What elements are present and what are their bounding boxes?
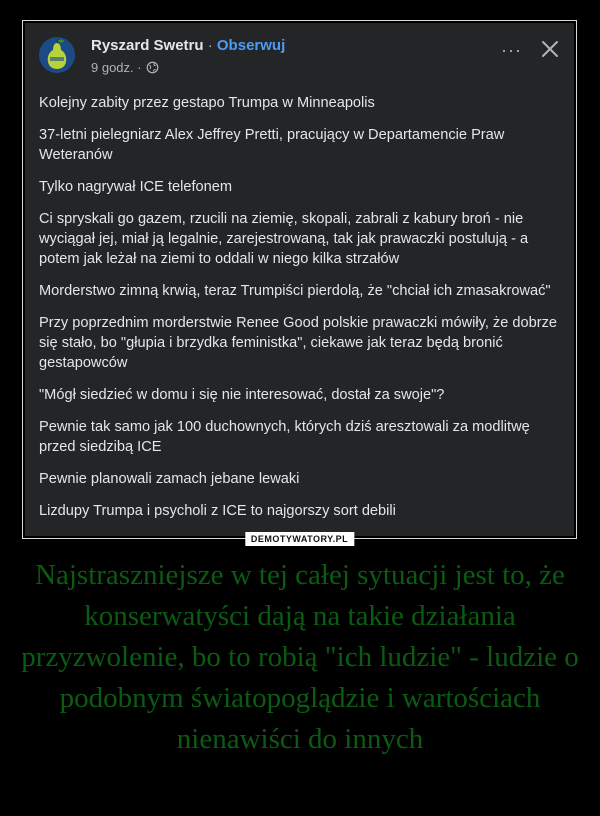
post-paragraph: Kolejny zabity przez gestapo Trumpa w Minneapolis — [39, 95, 375, 111]
post-meta — [91, 60, 159, 75]
author-avatar[interactable] — [39, 37, 75, 73]
author-name[interactable]: Ryszard Swetru — [91, 37, 204, 54]
globe-icon — [146, 61, 159, 74]
demotivator-caption: Najstraszniejsze w tej całej sytuacji jest to, że konserwatyści dają na takie działania przyzwolenie, bo to robią "ich ludzie" - ludzie o podobnym światopoglądzie i wartościach nienawiści do innych — [21, 559, 579, 755]
post-time[interactable]: 9 godz. · — [91, 60, 142, 75]
follow-button[interactable]: Obserwuj — [216, 37, 286, 54]
post-paragraph: 37-letni pielegniarz Alex Jeffrey Pretti, pracujący w Departamencie Praw Weteranów — [39, 127, 505, 163]
more-options-button[interactable]: ··· — [501, 40, 522, 60]
post-paragraph: Tylko nagrywał ICE telefonem — [39, 179, 233, 195]
facebook-post — [25, 23, 574, 536]
post-paragraph: Pewnie tak samo jak 100 duchownych, których dziś aresztowali za modlitwę przed siedzibą ICE — [39, 419, 530, 455]
close-icon — [538, 37, 562, 61]
post-paragraph: Ci spryskali go gazem, rzucili na ziemię, skopali, zabrali z kabury broń - nie wyciągał jej, miał ją legalnie, zarejestrowaną, tak jak prawaczki postulują - a potem jak leżał na ziemi to oddali w niego kilka strzałów — [39, 211, 529, 267]
post-paragraph: Morderstwo zimną krwią, teraz Trumpiści pierdolą, że "chciał ich zmasakrować" — [39, 283, 551, 299]
post-body — [39, 93, 561, 533]
demotivator-frame — [22, 20, 577, 544]
post-paragraph: "Mógł siedzieć w domu i się nie interesować, dostał za swoje"? — [39, 387, 445, 403]
post-header — [91, 37, 285, 54]
site-watermark: DEMOTYWATORY.PL — [245, 532, 354, 546]
pear-avatar-icon — [39, 37, 75, 73]
close-button[interactable] — [538, 37, 562, 61]
post-paragraph: Przy poprzednim morderstwie Renee Good polskie prawaczki mówiły, że dobrze się stało, bo "głupia i brzydka feministka", ciekawe jak teraz będą bronić gestapowców — [39, 315, 558, 371]
header-separator: · — [207, 37, 213, 54]
post-paragraph: Pewnie planowali zamach jebane lewaki — [39, 471, 300, 487]
post-paragraph: Lizdupy Trumpa i psycholi z ICE to najgorszy sort debili — [39, 503, 396, 519]
